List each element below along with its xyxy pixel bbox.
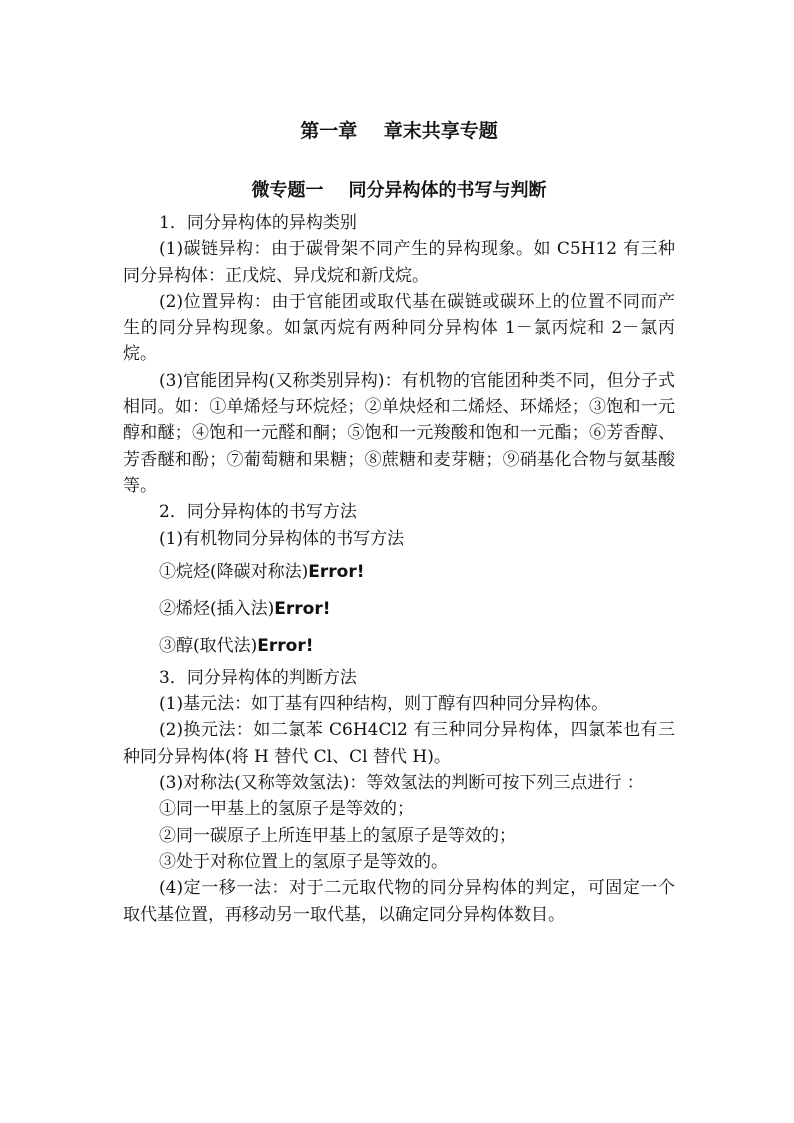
rule-item: ①同一甲基上的氢原子是等效的； <box>159 799 414 820</box>
method-item-alcohol <box>123 628 675 665</box>
method-item-alkene <box>123 591 675 628</box>
method-label: ③醇(取代法) <box>159 635 258 656</box>
rule-item: ②同一碳原子上所连甲基上的氢原子是等效的； <box>159 825 516 846</box>
method-label: ①烷烃(降碳对称法) <box>159 561 309 582</box>
method-item-alkane <box>123 554 675 591</box>
position-paragraph: (2)位置异构：由于官能团或取代基在碳链或碳环上的位置不同而产生的同分异构现象。如氯丙烷有两种同分异构体 1－氯丙烷和 2－氯丙烷。 <box>123 291 675 365</box>
document-page <box>123 118 675 928</box>
method-list <box>123 554 675 665</box>
section-2-heading: 2．同分异构体的书写方法 <box>159 502 357 523</box>
section-3-heading: 3．同分异构体的判断方法 <box>159 667 357 688</box>
rule-item: ③处于对称位置上的氢原子是等效的。 <box>159 851 448 872</box>
page-subtitle: 微专题一 同分异构体的书写与判断 <box>251 180 547 201</box>
error-text: Error! <box>257 635 314 656</box>
section-1-heading: 1．同分异构体的异构类别 <box>159 213 357 233</box>
page-title: 第一章 章末共享专题 <box>300 120 498 142</box>
carbon-chain-paragraph: (1)碳链异构：由于碳骨架不同产生的异构现象。如 C5H12 有三种同分异构体：正戊烷、异戊烷和新戊烷。 <box>123 239 675 286</box>
section-2-intro: (1)有机物同分异构体的书写方法 <box>159 528 405 549</box>
error-text: Error! <box>308 561 365 582</box>
fix-move-method-paragraph: (4)定一移一法：对于二元取代物的同分异构体的判定，可固定一个取代基位置，再移动另一取代基，以确定同分异构体数目。 <box>123 878 675 925</box>
error-text: Error! <box>274 598 331 619</box>
radical-method-paragraph: (1)基元法：如丁基有四种结构，则丁醇有四种同分异构体。 <box>159 694 609 715</box>
replacement-method-paragraph: (2)换元法：如二氯苯 C6H4Cl2 有三种同分异构体，四氯苯也有三种同分异构体(将 H 替代 Cl、Cl 替代 H)。 <box>123 720 675 767</box>
functional-group-paragraph: (3)官能团异构(又称类别异构)：有机物的官能团种类不同，但分子式相同。如：①单烯烃与环烷烃；②单炔烃和二烯烃、环烯烃；③饱和一元醇和醚；④饱和一元醛和酮；⑤饱和一元羧酸和饱和一元酯；⑥芳香醇、芳香醚和酚；⑦葡萄糖和果糖；⑧蔗糖和麦芽糖；⑨硝基化合物与氨基酸等。 <box>123 370 675 496</box>
symmetry-method-paragraph: (3)对称法(又称等效氢法)：等效氢法的判断可按下列三点进行 ： <box>159 773 644 794</box>
method-label: ②烯烃(插入法) <box>159 598 275 619</box>
